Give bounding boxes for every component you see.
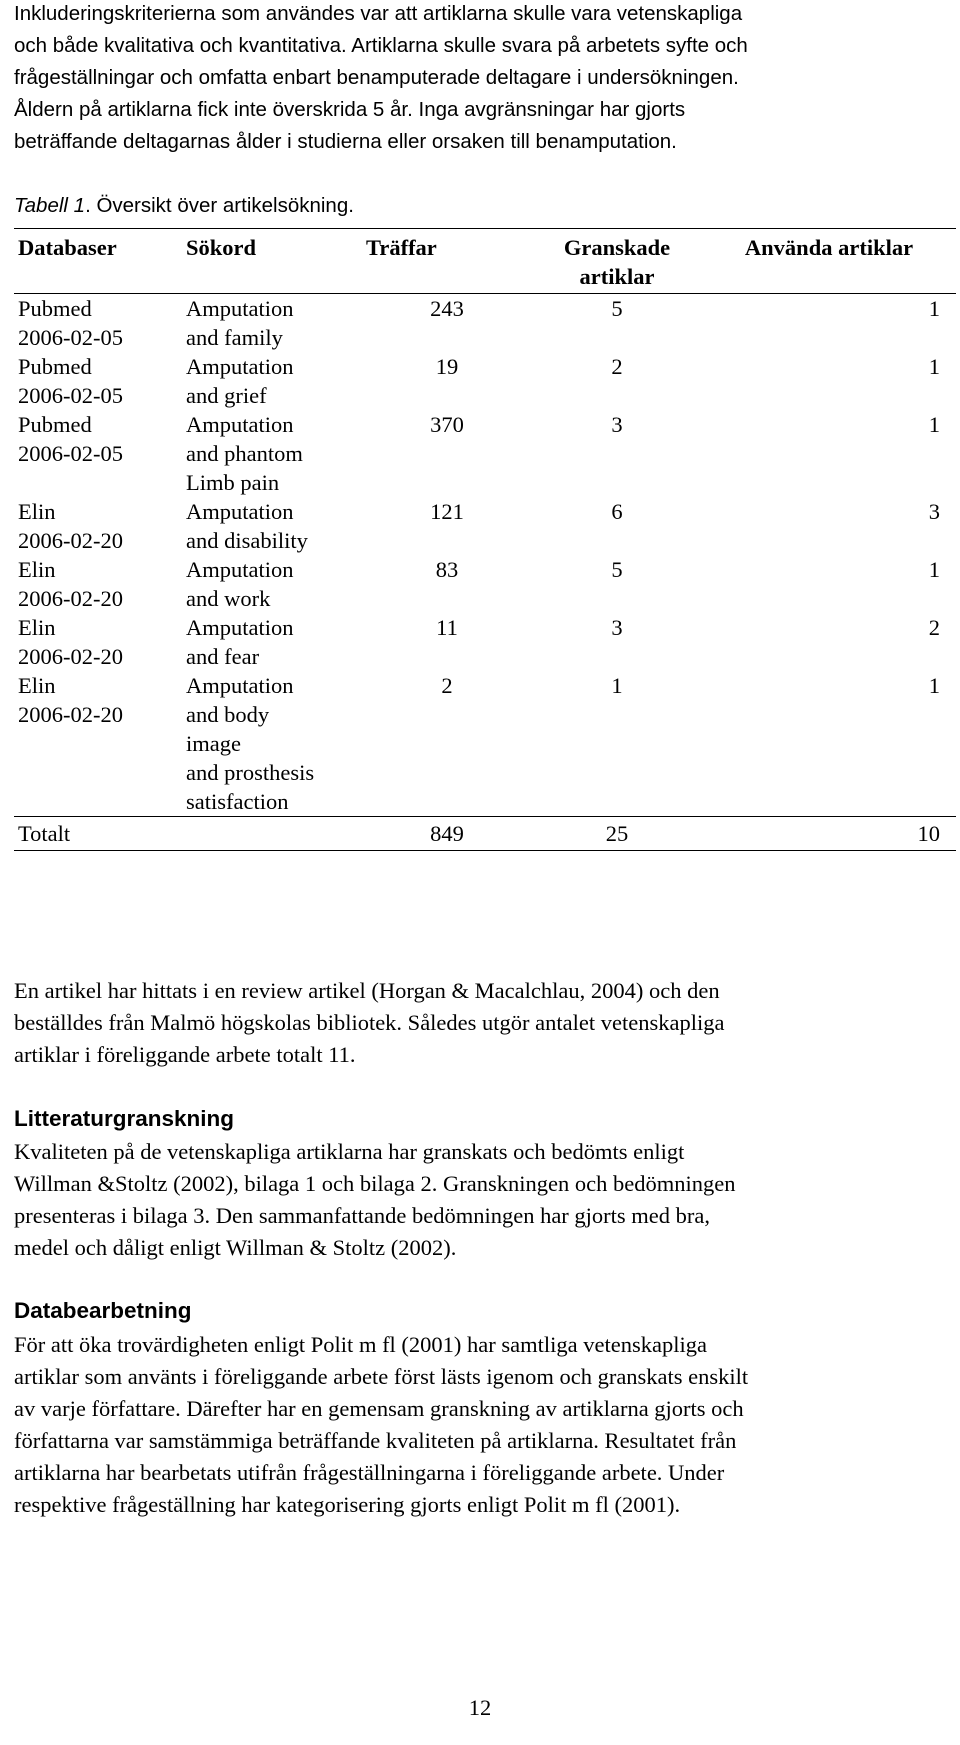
- total-label: Totalt: [14, 817, 182, 851]
- paragraph-line: Kvaliteten på de vetenskapliga artiklarna har granskats och bedömts enligt: [14, 1139, 685, 1164]
- intro-line: frågeställningar och omfatta enbart benamputerade deltagare i undersökningen.: [14, 66, 739, 89]
- cell-reviewed: 2: [611, 354, 623, 379]
- cell-search-terms: Amputation and disability: [186, 499, 308, 553]
- cell-search-terms: Amputation and fear: [186, 615, 294, 669]
- total-hits: 849: [362, 817, 532, 851]
- paragraph-line: För att öka trovärdigheten enligt Polit m fl (2001) har samtliga vetenskapliga: [14, 1332, 707, 1357]
- header-granskade: Granskade artiklar: [563, 235, 671, 289]
- intro-paragraph: [14, 0, 944, 158]
- cell-search-terms: Amputation and grief: [186, 354, 294, 408]
- table-caption-text: . Översikt över artikelsökning.: [85, 194, 354, 217]
- paragraph-line: En artikel har hittats i en review artikel (Horgan & Macalchlau, 2004) och den: [14, 978, 720, 1003]
- header-anvanda: Använda artiklar: [744, 235, 914, 260]
- total-reviewed: 25: [532, 817, 702, 851]
- cell-search-terms: Amputation and family: [186, 296, 294, 350]
- cell-used: 3: [928, 499, 940, 524]
- intro-line: Inkluderingskriterierna som användes var att artiklarna skulle vara vetenskapliga: [14, 2, 743, 25]
- table-row: [14, 497, 956, 555]
- intro-line: beträffande deltagarnas ålder i studierna eller orsaken till benamputation.: [14, 130, 677, 153]
- cell-search-terms: Amputation and phantom Limb pain: [186, 412, 303, 495]
- cell-search-terms: Amputation and work: [186, 557, 294, 611]
- cell-used: 1: [928, 354, 940, 379]
- table-row: [14, 352, 956, 410]
- header-traffar: Träffar: [366, 235, 437, 260]
- cell-hits: 83: [435, 557, 459, 582]
- intro-line: och både kvalitativa och kvantitativa. Artiklarna skulle svara på arbetets syfte och: [14, 34, 748, 57]
- paragraph-line: respektive frågeställning har kategorisering gjorts enligt Polit m fl (2001).: [14, 1492, 681, 1517]
- section-heading-databearbetning: Databearbetning: [14, 1298, 192, 1323]
- cell-reviewed: 1: [611, 673, 623, 698]
- cell-used: 1: [928, 296, 940, 321]
- cell-reviewed: 3: [611, 615, 623, 640]
- cell-reviewed: 5: [611, 296, 623, 321]
- cell-database: Pubmed 2006-02-05: [18, 354, 123, 408]
- cell-reviewed: 5: [611, 557, 623, 582]
- cell-database: Elin 2006-02-20: [18, 499, 123, 553]
- table-row: [14, 555, 956, 613]
- header-sokord: Sökord: [186, 235, 257, 260]
- paragraph-line: artiklarna har bearbetats utifrån frågeställningarna i föreliggande arbete. Under: [14, 1460, 725, 1485]
- table-row: [14, 410, 956, 497]
- paragraph-line: medel och dåligt enligt Willman & Stoltz (2002).: [14, 1235, 457, 1260]
- cell-hits: 19: [435, 354, 459, 379]
- table-total-row: [14, 817, 956, 851]
- paragraph-line: artiklar som använts i föreliggande arbete först lästs igenom och granskats enskilt: [14, 1364, 749, 1389]
- databearbetning-paragraph: [14, 1329, 944, 1521]
- cell-used: 1: [928, 673, 940, 698]
- cell-used: 1: [928, 412, 940, 437]
- cell-database: Elin 2006-02-20: [18, 557, 123, 611]
- search-overview-table: [14, 228, 956, 851]
- cell-reviewed: 6: [611, 499, 623, 524]
- cell-hits: 11: [436, 615, 458, 640]
- paragraph-line: av varje författare. Därefter har en gemensam granskning av artiklarna gjorts och: [14, 1396, 744, 1421]
- table-caption-label: Tabell 1: [14, 194, 86, 217]
- after-table-paragraph: [14, 975, 944, 1071]
- intro-line: Åldern på artiklarna fick inte överskrida 5 år. Inga avgränsningar har gjorts: [14, 98, 686, 121]
- cell-hits: 121: [430, 499, 464, 524]
- table-caption: [14, 190, 354, 222]
- paragraph-line: Willman &Stoltz (2002), bilaga 1 och bilaga 2. Granskningen och bedömningen: [14, 1171, 736, 1196]
- cell-database: Pubmed 2006-02-05: [18, 296, 123, 350]
- cell-reviewed: 3: [611, 412, 623, 437]
- cell-database: Pubmed 2006-02-05: [18, 412, 123, 466]
- total-used: 10: [702, 817, 956, 851]
- paragraph-line: beställdes från Malmö högskolas bibliotek. Således utgör antalet vetenskapliga: [14, 1010, 725, 1035]
- table-header-row: [14, 229, 956, 294]
- cell-hits: 370: [430, 412, 464, 437]
- header-databaser: Databaser: [18, 235, 117, 260]
- table-row: [14, 671, 956, 817]
- cell-used: 2: [928, 615, 940, 640]
- table-row: [14, 294, 956, 353]
- paragraph-line: författarna var samstämmiga beträffande kvaliteten på artiklarna. Resultatet från: [14, 1428, 737, 1453]
- cell-search-terms: Amputation and body image and prosthesis satisfaction: [186, 673, 315, 814]
- page-number: 12: [468, 1695, 492, 1720]
- total-empty-cell: [182, 817, 362, 851]
- paragraph-line: artiklar i föreliggande arbete totalt 11.: [14, 1042, 356, 1067]
- paragraph-line: presenteras i bilaga 3. Den sammanfattande bedömningen har gjorts med bra,: [14, 1203, 711, 1228]
- cell-hits: 243: [430, 296, 464, 321]
- cell-database: Elin 2006-02-20: [18, 615, 123, 669]
- cell-used: 1: [928, 557, 940, 582]
- table-row: [14, 613, 956, 671]
- cell-hits: 2: [441, 673, 453, 698]
- litteraturgranskning-paragraph: [14, 1136, 944, 1264]
- cell-database: Elin 2006-02-20: [18, 673, 123, 727]
- section-heading-litteraturgranskning: Litteraturgranskning: [14, 1106, 235, 1131]
